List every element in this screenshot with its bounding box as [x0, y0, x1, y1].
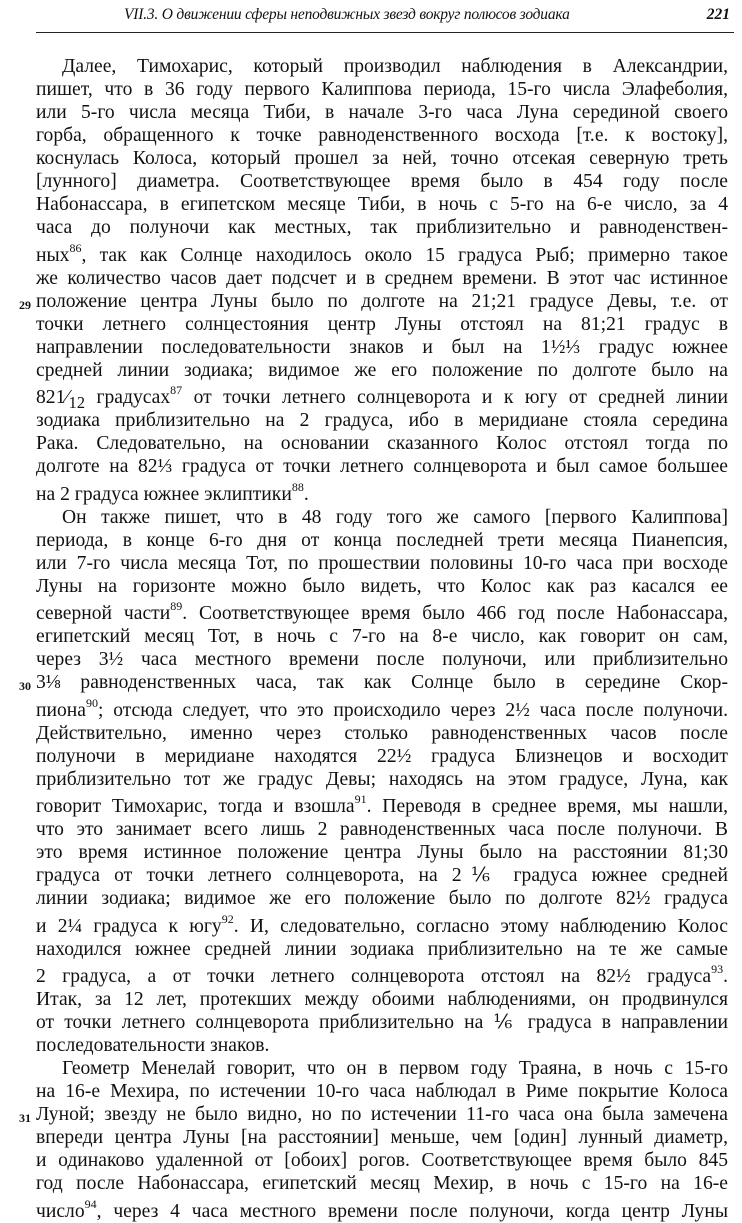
line-text: точки летнего солнцестояния центр Луны отстоял на 81;21 градус в [36, 313, 728, 335]
footnote-ref: 94 [84, 1196, 97, 1211]
line-text: Луны на горизонте можно было видеть, что Колос как раз касался ее [36, 575, 728, 597]
text-line [36, 598, 728, 626]
text-line [36, 864, 728, 887]
paragraph-first-line [36, 1057, 728, 1080]
text-line [36, 336, 728, 359]
text-line [36, 791, 728, 819]
text-line [36, 648, 728, 671]
line-text: северной части [36, 603, 171, 624]
line-text: Геометр Менелай говорит, что он в первом году Траяна, в ночь с 15-го [62, 1058, 728, 1079]
line-text: периода, в конце 6-го дня от конца последней трети месяца Пианепсия, [36, 529, 728, 551]
margin-section-number: 29 [19, 297, 31, 312]
paragraph-first-line [36, 55, 728, 78]
line-text: Рака. Следовательно, на основании сказанного Колос отстоял тогда по [36, 433, 728, 454]
text-line [36, 818, 728, 841]
text-line [36, 1034, 728, 1057]
line-text: Луной; звезду не было видно, но по истечении 11-го часа она была замечена [36, 1104, 728, 1125]
text-line [36, 625, 728, 648]
text-line [36, 382, 728, 410]
line-text: и одинаково удаленной от [обоих] рогов. Соответствующее время было 845 [36, 1150, 728, 1171]
text-line [36, 988, 728, 1011]
fraction: ½ [550, 336, 566, 358]
text-line [36, 409, 728, 432]
fraction-denominator: 12 [68, 392, 85, 412]
text-line [36, 1011, 728, 1034]
line-text: градуса от точки летнего солнцеворота, на 2⅙ градуса южнее средней [36, 865, 728, 886]
footnote-ref: 89 [170, 599, 183, 613]
line-text: положение центра Луны было по долготе на 21;21 градусе Девы, т.е. от [36, 290, 728, 312]
text-line [36, 147, 728, 170]
text-line [36, 432, 728, 455]
text-line [19, 1103, 728, 1126]
page-number: 221 [706, 6, 730, 23]
line-text: через 3½ часа местного времени после полуночи, или приблизительно [36, 649, 728, 670]
fraction: ⅓ [565, 336, 581, 358]
line-text: приблизительно тот же градус Девы; находясь на этом градусе, Луна, как [36, 768, 728, 790]
line-text: что это занимает всего лишь 2 равноденственных часа после полуночи. В [36, 819, 728, 840]
text-line [36, 359, 728, 382]
text-line [36, 575, 728, 598]
text-line [36, 1172, 728, 1195]
line-text: же количество часов дает подсчет и в среднем времени. В этот час истинное [36, 267, 728, 289]
line-text: впереди центра Луны [на расстоянии] меньше, чем [один] лунный диаметр, [36, 1127, 728, 1148]
text-line [36, 745, 728, 768]
line-text: последовательности знаков. [36, 1035, 270, 1056]
line-text: это время истинное положение центра Луны было на расстоянии 81;30 [36, 842, 728, 863]
line-text: горба, обращенного к точке равноденственного восхода [т.е. к востоку], [36, 125, 728, 146]
line-text: на 16-е Мехира, по истечении 10-го часа наблюдал в Риме покрытие Колоса [36, 1081, 728, 1102]
line-text: градусах [85, 387, 171, 408]
line-text: Действительно, именно через столько равноденственных часов после [36, 722, 728, 744]
text-line [36, 267, 728, 290]
text-line [36, 722, 728, 745]
footnote-ref: 93 [711, 962, 724, 976]
line-text: говорит Тимохарис, тогда и взошла [36, 796, 355, 817]
text-line [36, 478, 728, 506]
line-text: . Соответствующее время было 466 год после Набонассара, [182, 603, 728, 624]
line-text: часа до полуночи как местных, так приблизительно и равноденствен- [36, 217, 728, 238]
line-text: и 2¼ градуса к югу [36, 915, 222, 937]
paragraph-first-line [36, 506, 728, 529]
text-line [36, 841, 728, 864]
header-rule [36, 32, 734, 33]
text-line [36, 193, 728, 216]
line-text: ных [36, 244, 70, 266]
text-line [36, 552, 728, 575]
fraction-numerator: 1⁄ [55, 387, 69, 408]
line-text: , так как Солнце находилось около 15 градуса Рыб; примерно такое [81, 244, 728, 266]
text-line [36, 313, 728, 336]
line-text: коснулась Колоса, который прошел за ней, точно отсекая северную треть [36, 148, 728, 169]
line-text: Итак, за 12 лет, протекших между обоими наблюдениями, он продвинулся [36, 989, 728, 1010]
footnote-ref: 88 [291, 479, 304, 494]
line-text: ; отсюда следует, что это происходило через 2½ часа после полуночи. [97, 699, 728, 721]
text-line [36, 887, 728, 910]
text-line [36, 170, 728, 193]
line-text: Набонассара, в египетском месяце Тиби, в ночь с 5-го на 6-е число, за 4 [36, 194, 728, 215]
line-text: пиона [36, 699, 86, 721]
line-text: находился южнее средней линии зодиака приблизительно на те же самые [36, 938, 728, 960]
text-line [36, 529, 728, 552]
text-line [19, 671, 728, 694]
line-text: . Переводя в среднее время, мы нашли, [366, 796, 728, 817]
line-text: , через 4 часа местного времени после полуночи, когда центр Луны [96, 1200, 728, 1222]
text-line [36, 216, 728, 239]
line-text: Он также пишет, что в 48 году того же самого [первого Калиппова] [62, 506, 728, 528]
line-text: от точки летнего солнцеворота и к югу от средней линии [182, 387, 728, 408]
text-line [36, 1149, 728, 1172]
line-text: . [723, 966, 728, 987]
footnote-ref: 91 [354, 792, 367, 806]
line-text: . И, следовательно, согласно этому наблюдению Колос [233, 915, 728, 937]
text-line [36, 101, 728, 124]
line-text: на 2 градуса южнее эклиптики [36, 483, 292, 505]
line-text: направлении последовательности знаков и был на 1 [36, 336, 551, 358]
line-text: долготе на 82⅓ градуса от точки летнего солнцеворота и был самое большее [36, 456, 728, 477]
text-line [36, 768, 728, 791]
text-line [36, 124, 728, 147]
line-text: или 5-го числа месяца Тиби, в начале 3-го часа Луна серединой своего [36, 102, 728, 123]
line-text: число [36, 1200, 85, 1222]
text-line [36, 961, 728, 989]
footnote-ref: 86 [69, 240, 82, 255]
margin-section-number: 30 [19, 679, 31, 693]
line-text: египетский месяц Тот, в ночь с 7-го на 8-е число, как говорит он сам, [36, 626, 728, 647]
line-text: линии зодиака; видимое же его положение было по долготе 82½ градуса [36, 888, 728, 909]
running-header-title: VII.3. О движении сферы неподвижных звезд вокруг полюсов зодиака [124, 6, 570, 23]
text-line [36, 1195, 728, 1223]
line-text: 3⅛ равноденственных часа, так как Солнце было в середине Скор- [36, 672, 728, 693]
text-line [36, 239, 728, 267]
text-line [36, 910, 728, 938]
text-line [36, 938, 728, 961]
line-text: Далее, Тимохарис, который производил наблюдения в Александрии, [62, 56, 728, 77]
margin-section-number: 31 [19, 1111, 31, 1125]
line-text: год после Набонассара, египетский месяц Мехир, в ночь с 15-го на 16-е [36, 1173, 728, 1194]
line-text: градус южнее [580, 336, 729, 358]
footnote-ref: 87 [170, 383, 183, 397]
text-line [36, 694, 728, 722]
line-text: зодиака приблизительно на 2 градуса, ибо в меридиане стояла середина [36, 410, 728, 431]
text-line [36, 1126, 728, 1149]
running-header [36, 2, 734, 32]
line-text: 2 градуса, а от точки летнего солнцеворота отстоял на 82½ градуса [36, 966, 712, 987]
line-text: или 7-го числа месяца Тот, по прошествии половины 10-го часа при восходе [36, 552, 728, 574]
line-text: [лунного] диаметра. Соответствующее время было в 454 году после [36, 171, 728, 192]
text-line [36, 455, 728, 478]
line-text: . [303, 483, 309, 505]
line-text: пишет, что в 36 году первого Калиппова периода, 15-го числа Элафеболия, [36, 79, 728, 100]
footnote-ref: 90 [85, 695, 98, 710]
line-text: полуночи в меридиане находятся 22½ градуса Близнецов и восходит [36, 745, 728, 767]
text-line [19, 290, 728, 313]
line-text: от точки летнего солнцеворота приблизительно на ⅙ градуса в направлении [36, 1012, 728, 1033]
line-text: 82 [36, 387, 56, 408]
footnote-ref: 92 [221, 911, 234, 926]
text-line [36, 78, 728, 101]
page-body-text [19, 55, 729, 1223]
line-text: средней линии зодиака; видимое же его положение по долготе было на [36, 359, 728, 381]
